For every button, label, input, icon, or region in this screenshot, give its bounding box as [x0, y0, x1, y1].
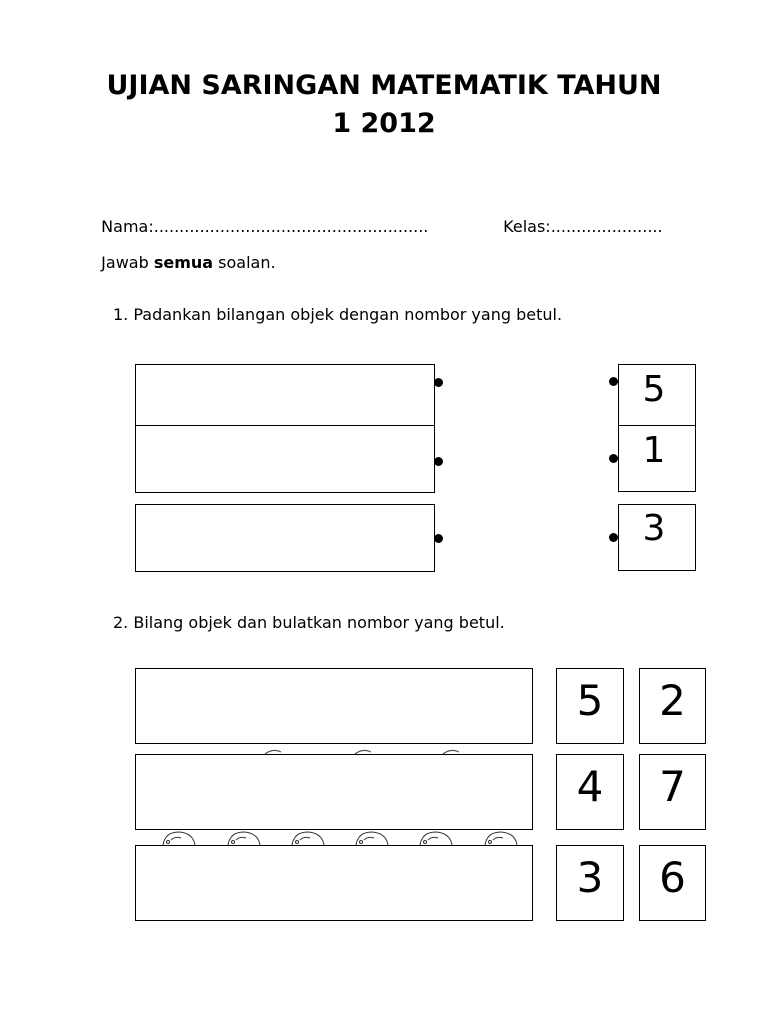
q1-match-dot-right[interactable]: [609, 454, 618, 463]
q2-object-box: [135, 845, 533, 921]
q2-number-box[interactable]: [639, 668, 706, 744]
instruction-bold: semua: [153, 253, 214, 272]
q1-number-box[interactable]: [618, 504, 696, 571]
q1-number-box[interactable]: [618, 425, 696, 492]
kelas-field[interactable]: [493, 197, 663, 237]
page-title-line-1: UJIAN SARINGAN MATEMATIK TAHUN: [106, 70, 662, 101]
partial-object-drawings: [135, 828, 533, 846]
q1-object-box: [135, 425, 435, 493]
q1-object-box: [135, 364, 435, 426]
partial-object-drawings: [135, 744, 533, 756]
page-title-line-2: 1 2012: [332, 108, 436, 139]
nama-field[interactable]: [91, 197, 428, 237]
kelas-dots: ......................: [550, 217, 663, 236]
q1-number-box[interactable]: [618, 364, 696, 426]
q2-number-box[interactable]: [639, 845, 706, 921]
instruction-suffix: soalan.: [213, 253, 276, 272]
q2-number: 7: [659, 762, 686, 811]
q1-number: 5: [642, 369, 666, 410]
q2-number-box[interactable]: [556, 845, 624, 921]
q2-number: 4: [576, 762, 604, 811]
q2-number: 3: [576, 853, 604, 902]
q1-object-box: [135, 504, 435, 572]
kelas-label: Kelas:: [503, 217, 551, 236]
nama-label: Nama:: [101, 217, 154, 236]
q2-number: 5: [576, 676, 604, 725]
q1-match-dot-left[interactable]: [434, 378, 443, 387]
q2-number: 2: [659, 676, 686, 725]
q2-number-box[interactable]: [556, 668, 624, 744]
q1-match-dot-right[interactable]: [609, 377, 618, 386]
q1-match-dot-left[interactable]: [434, 534, 443, 543]
question-2-text: 2. Bilang objek dan bulatkan nombor yang betul.: [113, 613, 505, 632]
q2-number-box[interactable]: [556, 754, 624, 830]
q1-number: 3: [642, 508, 666, 549]
instruction-prefix: Jawab: [101, 253, 154, 272]
q1-number: 1: [642, 430, 666, 471]
q1-match-dot-left[interactable]: [434, 457, 443, 466]
q1-match-dot-right[interactable]: [609, 533, 618, 542]
question-1-text: 1. Padankan bilangan objek dengan nombor yang betul.: [113, 305, 563, 324]
q2-number-box[interactable]: [639, 754, 706, 830]
q2-object-box: [135, 754, 533, 830]
q2-number: 6: [659, 853, 686, 902]
instruction: [91, 233, 276, 273]
nama-dots: ......................................................: [153, 217, 429, 236]
q2-object-box: [135, 668, 533, 744]
